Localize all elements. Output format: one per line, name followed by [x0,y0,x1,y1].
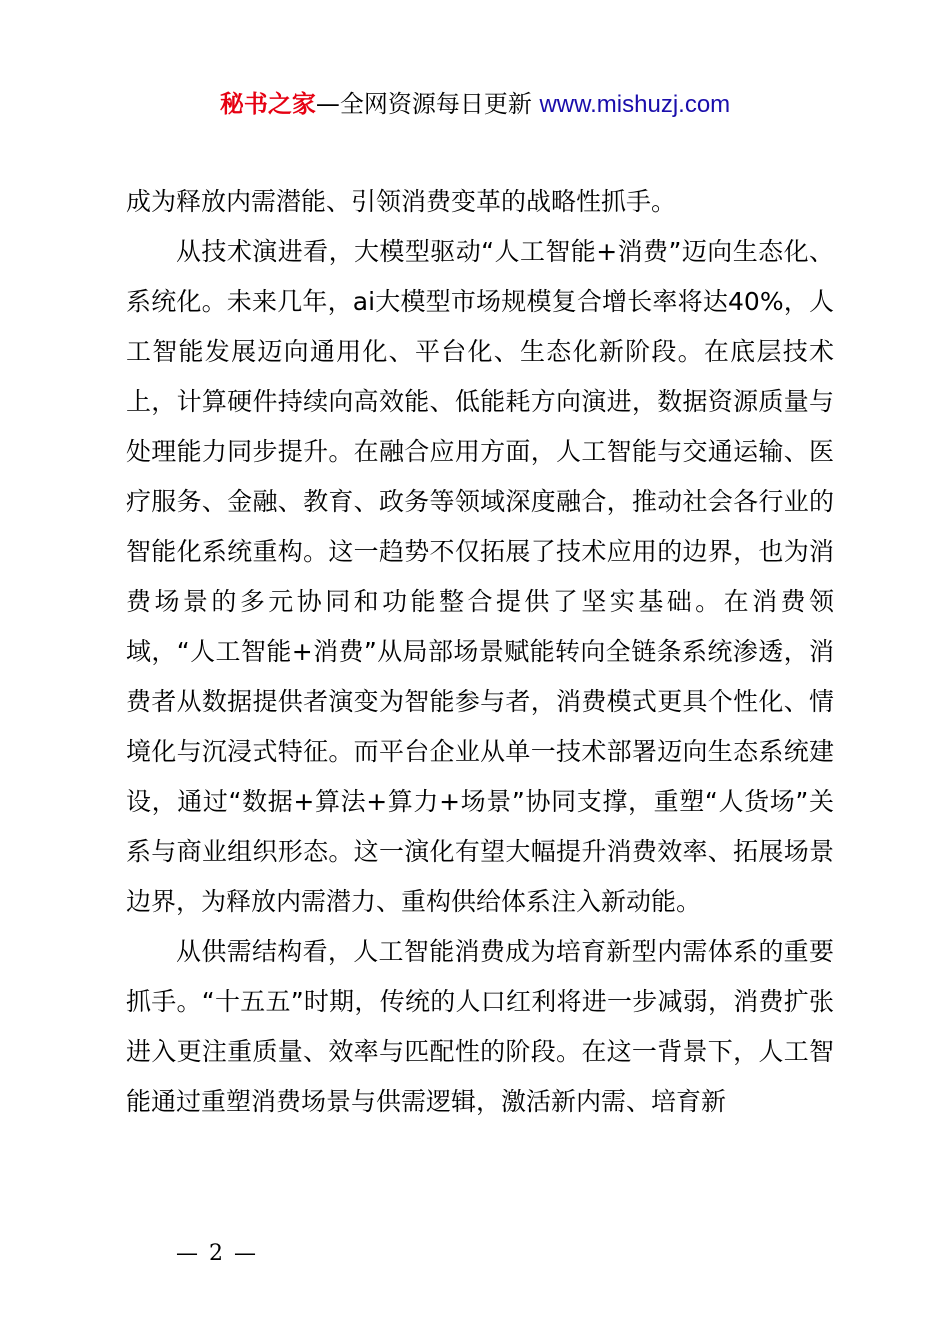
paragraph-technology-evolution: 从技术演进看，大模型驱动“人工智能+消费”迈向生态化、系统化。未来几年，ai大模型市场规模复合增长率将达40%，人工智能发展迈向通用化、平台化、生态化新阶段。在底层技术上，计算硬件持续向高效能、低能耗方向演进，数据资源质量与处理能力同步提升。在融合应用方面，人工智能与交通运输、医疗服务、金融、教育、政务等领域深度融合，推动社会各行业的智能化系统重构。这一趋势不仅拓展了技术应用的边界，也为消费场景的多元协同和功能整合提供了坚实基础。在消费领域，“人工智能+消费”从局部场景赋能转向全链条系统渗透，消费者从数据提供者演变为智能参与者，消费模式更具个性化、情境化与沉浸式特征。而平台企业从单一技术部署迈向生态系统建设，通过“数据+算法+算力+场景”协同支撑，重塑“人货场”关系与商业组织形态。这一演化有望大幅提升消费效率、拓展场景边界，为释放内需潜力、重构供给体系注入新动能。 [126,237,834,916]
header-url-link[interactable]: www.mishuzj.com [539,91,731,118]
document-body [126,177,834,1127]
header-brand: 秘书之家 [219,90,316,118]
paragraph-continued: 成为释放内需潜能、引领消费变革的战略性抓手。 [126,187,677,216]
paragraph-supply-demand: 从供需结构看，人工智能消费成为培育新型内需体系的重要抓手。“十五五”时期，传统的人口红利将进一步减弱，消费扩张进入更注重质量、效率与匹配性的阶段。在这一背景下，人工智能通过重塑消费场景与供需逻辑，激活新内需、培育新 [126,937,834,1116]
document-header [0,84,950,125]
page-number: — 2 — [176,1241,258,1266]
header-tagline: —全网资源每日更新 [315,90,540,118]
